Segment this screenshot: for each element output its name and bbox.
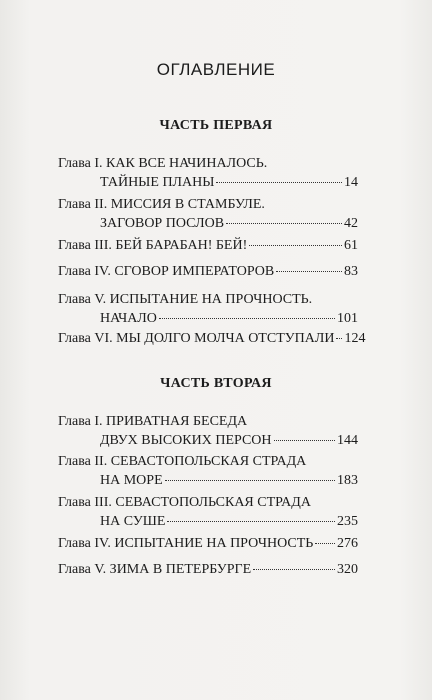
page-number: 14 xyxy=(344,175,358,190)
chapter-subtitle: НАЧАЛО xyxy=(100,311,157,326)
page-number: 183 xyxy=(337,473,358,488)
part-heading: ЧАСТЬ ВТОРАЯ xyxy=(160,376,272,391)
toc-entry[interactable] xyxy=(58,236,358,255)
chapter-title: Глава III. БЕЙ БАРАБАН! БЕЙ! xyxy=(58,238,248,253)
page-number: 83 xyxy=(344,264,358,279)
page-number: 276 xyxy=(337,536,358,551)
leader-dots xyxy=(274,440,335,441)
toc-entry[interactable] xyxy=(58,452,358,490)
chapter-title: Глава II. МИССИЯ В СТАМБУЛЕ. xyxy=(58,197,265,212)
chapter-title: Глава III. СЕВАСТОПОЛЬСКАЯ СТРАДА xyxy=(58,495,311,510)
page-number: 42 xyxy=(344,216,358,231)
chapter-title: Глава I. ПРИВАТНАЯ БЕСЕДА xyxy=(58,414,248,429)
toc-entry[interactable] xyxy=(58,412,358,450)
chapter-subtitle: НА СУШЕ xyxy=(100,514,166,529)
chapter-subtitle: НА МОРЕ xyxy=(100,473,163,488)
part-heading: ЧАСТЬ ПЕРВАЯ xyxy=(159,118,273,133)
leader-dots xyxy=(336,338,342,339)
chapter-title: Глава V. ИСПЫТАНИЕ НА ПРОЧНОСТЬ. xyxy=(58,292,313,307)
leader-dots xyxy=(253,569,335,570)
leader-dots xyxy=(159,318,335,319)
chapter-subtitle: ЗАГОВОР ПОСЛОВ xyxy=(100,216,225,231)
chapter-title: Глава V. ЗИМА В ПЕТЕРБУРГЕ xyxy=(58,562,252,577)
toc-entry[interactable] xyxy=(58,154,358,192)
page-number: 144 xyxy=(337,433,358,448)
toc-entry[interactable] xyxy=(58,262,358,281)
toc-entry[interactable] xyxy=(58,290,358,328)
page-number: 235 xyxy=(337,514,358,529)
page-number: 101 xyxy=(337,311,358,326)
toc-entry[interactable] xyxy=(58,329,366,348)
leader-dots xyxy=(315,543,335,544)
chapter-title: Глава IV. СГОВОР ИМПЕРАТОРОВ xyxy=(58,264,275,279)
leader-dots xyxy=(216,182,342,183)
leader-dots xyxy=(167,521,335,522)
leader-dots xyxy=(165,480,335,481)
chapter-subtitle: ДВУХ ВЫСОКИХ ПЕРСОН xyxy=(100,433,272,448)
page-number: 61 xyxy=(344,238,358,253)
chapter-subtitle: ТАЙНЫЕ ПЛАНЫ xyxy=(100,175,215,190)
toc-entry[interactable] xyxy=(58,560,358,579)
toc-title: ОГЛАВЛЕНИЕ xyxy=(156,60,276,79)
toc-entry[interactable] xyxy=(58,534,358,553)
chapter-title: Глава VI. МЫ ДОЛГО МОЛЧА ОТСТУПАЛИ xyxy=(58,331,335,346)
chapter-title: Глава II. СЕВАСТОПОЛЬСКАЯ СТРАДА xyxy=(58,454,307,469)
page-number: 124 xyxy=(344,331,366,346)
chapter-title: Глава I. КАК ВСЕ НАЧИНАЛОСЬ. xyxy=(58,156,268,171)
chapter-title: Глава IV. ИСПЫТАНИЕ НА ПРОЧНОСТЬ xyxy=(58,536,314,551)
page-number: 320 xyxy=(337,562,358,577)
leader-dots xyxy=(226,223,342,224)
leader-dots xyxy=(249,245,342,246)
leader-dots xyxy=(276,271,342,272)
toc-entry[interactable] xyxy=(58,493,358,531)
toc-entry[interactable] xyxy=(58,195,358,233)
